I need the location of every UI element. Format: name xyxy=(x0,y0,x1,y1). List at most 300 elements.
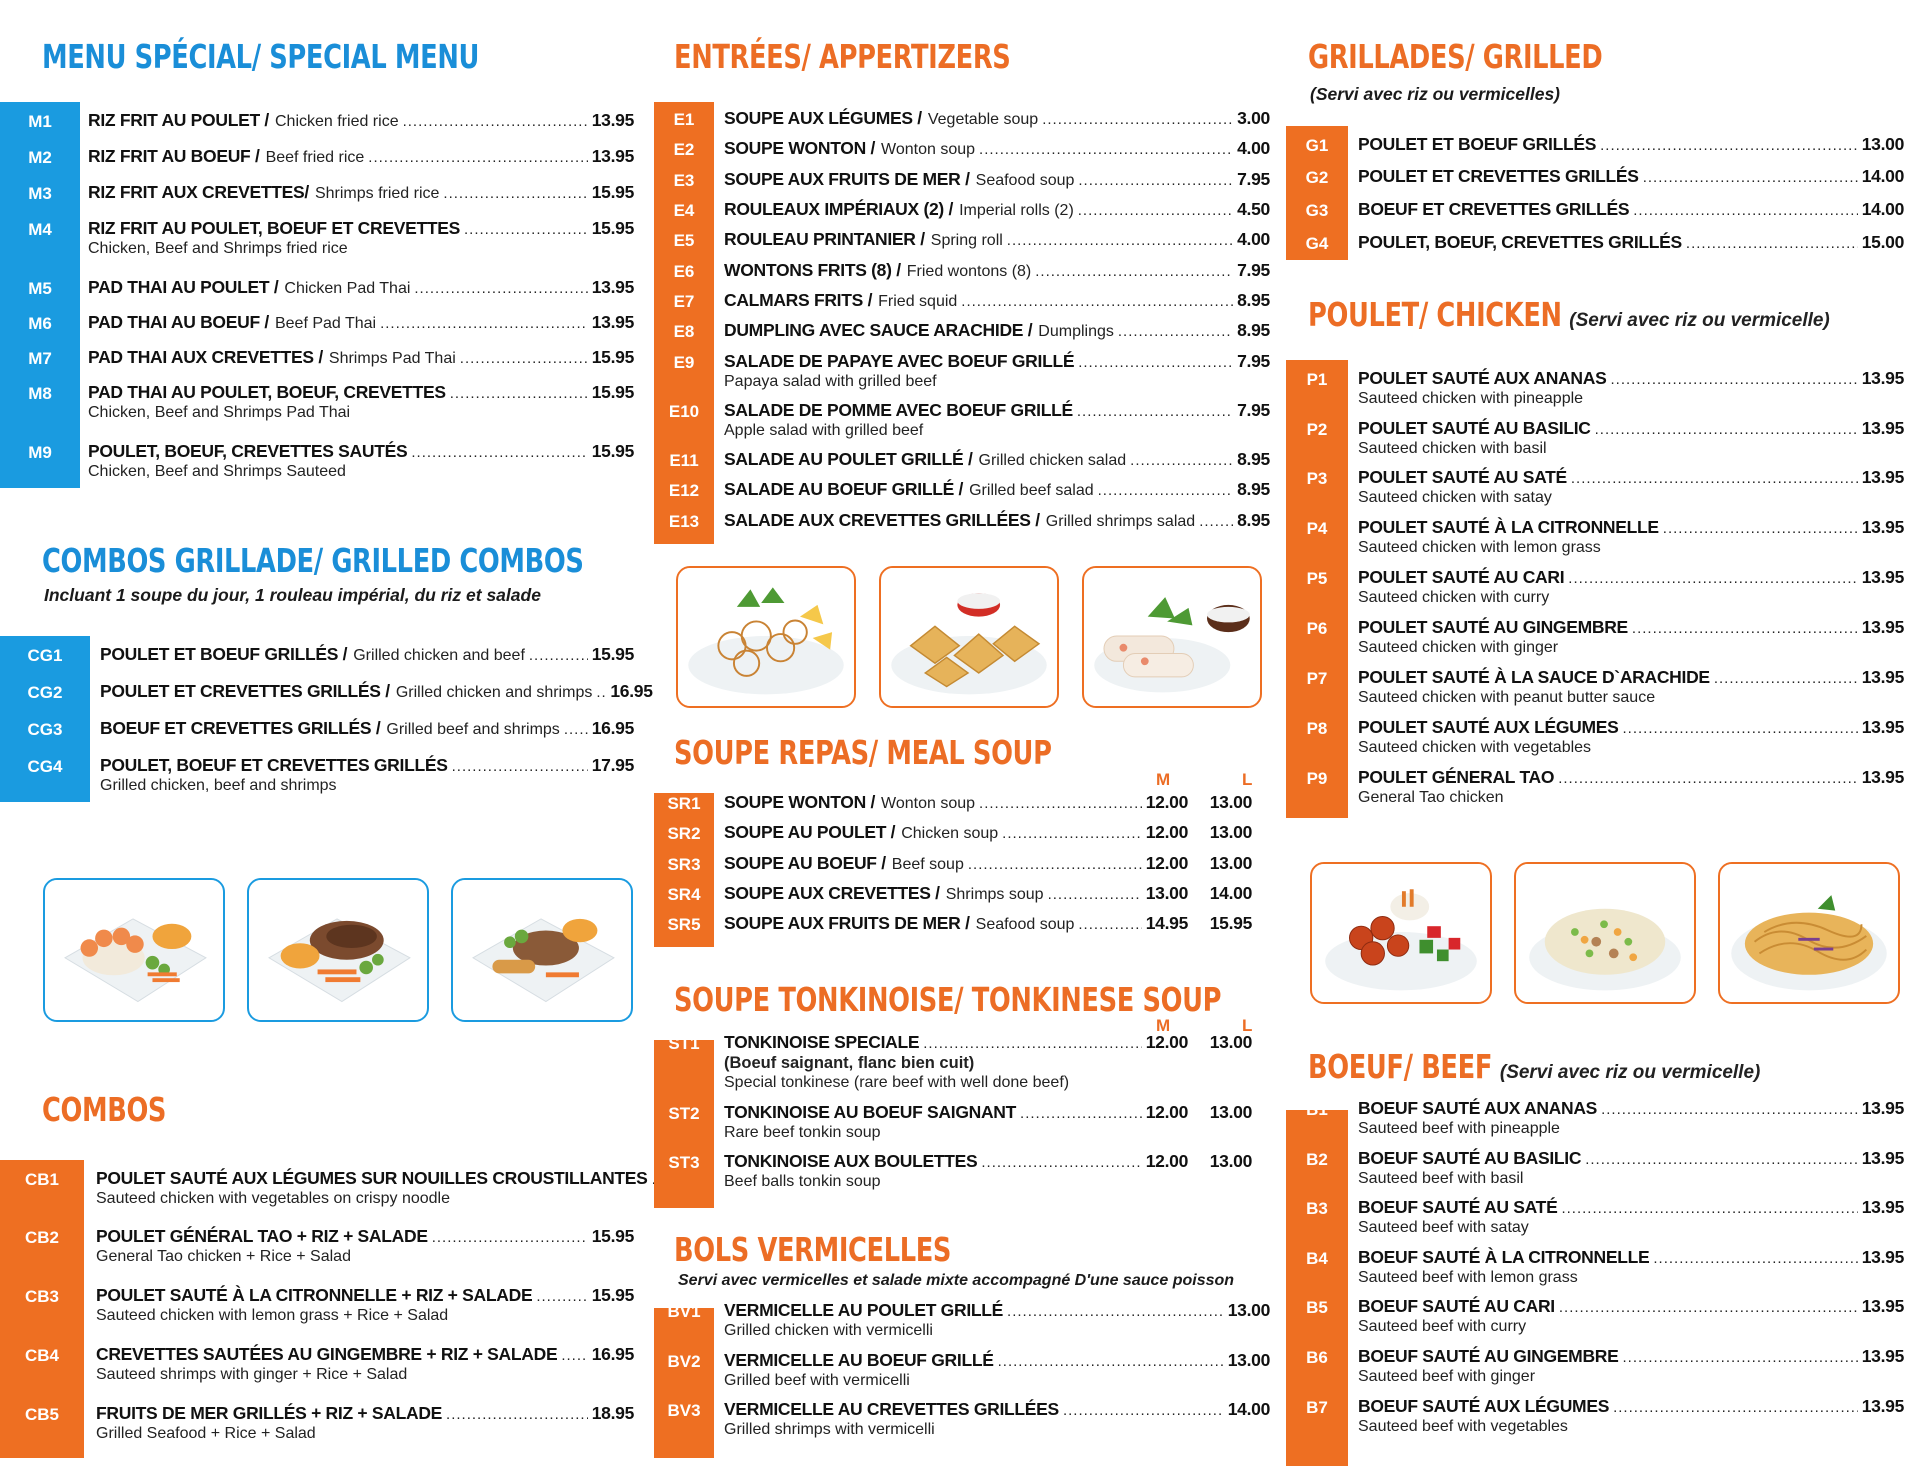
combos-list xyxy=(0,0,648,1484)
grilled-title: GRILLADES/ GRILLED xyxy=(1308,37,1603,76)
item-price: 13.95 xyxy=(591,146,634,166)
leader-dots xyxy=(1601,1101,1858,1118)
item-name-fr: BOEUF ET CREVETTES GRILLÉS xyxy=(1358,199,1630,219)
item-name-en: Grilled chicken and shrimps xyxy=(395,684,593,701)
item-price-m: 13.00 xyxy=(1145,883,1188,903)
item-name-fr: SOUPE WONTON / xyxy=(724,138,876,158)
item-name-fr: POULET SAUTÉ AUX ANANAS xyxy=(1358,368,1607,388)
item-price: 13.95 xyxy=(591,110,634,130)
item-code: P2 xyxy=(1306,420,1328,439)
item-code: SR3 xyxy=(667,855,701,874)
menu-item xyxy=(1358,1247,1904,1268)
leader-dots xyxy=(1007,1303,1224,1320)
item-code: CB2 xyxy=(24,1228,59,1247)
item-price: 16.95 xyxy=(610,681,653,701)
item-name-en: Grilled beef salad xyxy=(969,482,1094,499)
leader-dots xyxy=(998,1353,1224,1370)
item-price: 13.95 xyxy=(1861,1098,1904,1118)
menu-item xyxy=(1358,1098,1904,1119)
item-code: E10 xyxy=(668,402,700,421)
item-code: SR5 xyxy=(667,915,701,934)
item-code: E1 xyxy=(673,110,695,129)
item-price-l: 13.00 xyxy=(1209,1151,1252,1171)
item-code: ST3 xyxy=(668,1153,700,1172)
item-name-fr: POULET SAUTÉ AU GINGEMBRE xyxy=(1358,617,1628,637)
leader-dots xyxy=(1623,1349,1858,1366)
item-price: 13.95 xyxy=(591,277,634,297)
item-code: E9 xyxy=(673,353,695,372)
item-price: 7.95 xyxy=(1237,169,1270,189)
item-name-fr: BOEUF SAUTÉ AU BASILIC xyxy=(1358,1148,1582,1168)
leader-dots xyxy=(432,1229,588,1246)
item-description-en: Sauteed chicken with lemon grass + Rice + Salad xyxy=(96,1307,449,1324)
item-price: 13.95 xyxy=(1861,1296,1904,1316)
item-name-fr: SOUPE AU POULET / xyxy=(724,822,896,842)
leader-dots xyxy=(1561,1200,1857,1217)
item-code: P3 xyxy=(1306,469,1328,488)
item-price: 14.00 xyxy=(1861,199,1904,219)
leader-dots xyxy=(561,1347,587,1364)
item-description-en: Chicken, Beef and Shrimps fried rice xyxy=(88,240,348,257)
item-name-en: Spring roll xyxy=(930,232,1003,249)
beef-list xyxy=(1286,0,1920,1484)
item-description-en: Sauteed beef with lemon grass xyxy=(1358,1269,1578,1286)
item-price: 13.00 xyxy=(1861,134,1904,154)
item-name-fr: SALADE DE PAPAYE AVEC BOEUF GRILLÉ xyxy=(724,351,1075,371)
menu-item xyxy=(1358,1197,1904,1218)
item-code: B4 xyxy=(1306,1249,1328,1268)
menu-item xyxy=(724,1399,1270,1420)
item-code: E3 xyxy=(673,171,695,190)
item-code: CB5 xyxy=(24,1405,59,1424)
item-code: P8 xyxy=(1306,719,1328,738)
item-price: 8.95 xyxy=(1237,510,1270,530)
item-name-fr: SALADE AU POULET GRILLÉ / xyxy=(724,449,973,469)
item-name-fr: SOUPE WONTON / xyxy=(724,792,876,812)
item-description-en: General Tao chicken xyxy=(1358,789,1504,806)
item-code: M8 xyxy=(28,384,52,403)
item-description-en: Sauteed chicken with basil xyxy=(1358,440,1547,457)
item-description-en: Sauteed chicken with satay xyxy=(1358,489,1552,506)
item-name-fr: BOEUF SAUTÉ AUX LÉGUMES xyxy=(1358,1396,1610,1416)
item-name-en: Grilled chicken and beef xyxy=(353,647,525,664)
item-name-fr: BOEUF SAUTÉ AU CARI xyxy=(1358,1296,1555,1316)
item-price: 14.00 xyxy=(1861,166,1904,186)
item-price: 13.95 xyxy=(1861,368,1904,388)
item-price: 13.95 xyxy=(1861,1396,1904,1416)
beef-note: (Servi avec riz ou vermicelle) xyxy=(1499,1062,1761,1083)
item-description-en: Sauteed chicken with vegetables on crispy noodle xyxy=(96,1190,450,1207)
item-name-fr: ROULEAUX IMPÉRIAUX (2) / xyxy=(724,199,954,219)
item-name-fr: SOUPE AUX FRUITS DE MER / xyxy=(724,913,970,933)
chicken-note: (Servi avec riz ou vermicelle) xyxy=(1569,310,1830,331)
item-name-en: Shrimps Pad Thai xyxy=(328,350,456,367)
vermicelli-title: BOLS VERMICELLES xyxy=(674,1230,952,1269)
item-name-fr: SOUPE AUX LÉGUMES / xyxy=(724,108,922,128)
item-price: 13.95 xyxy=(1861,467,1904,487)
item-code: E7 xyxy=(673,292,695,311)
tonkinese-title: SOUPE TONKINOISE/ TONKINESE SOUP xyxy=(674,980,1222,1019)
item-price: 14.00 xyxy=(1227,1399,1270,1419)
item-description-en: Sauteed chicken with vegetables xyxy=(1358,739,1592,756)
item-price: 15.95 xyxy=(591,1226,634,1246)
item-price-m: 12.00 xyxy=(1145,822,1188,842)
item-code: P4 xyxy=(1306,519,1328,538)
item-name-fr: POULET SAUTÉ AU CARI xyxy=(1358,567,1565,587)
item-name-fr: SOUPE AU BOEUF / xyxy=(724,853,886,873)
item-name-fr: POULET SAUTÉ AUX LÉGUMES SUR NOUILLES CROUSTILLANTES xyxy=(96,1168,648,1188)
item-price: 8.95 xyxy=(1237,449,1270,469)
item-description-en: Rare beef tonkin soup xyxy=(724,1124,881,1141)
item-price: 15.95 xyxy=(591,218,634,238)
item-name-en: Grilled shrimps salad xyxy=(1045,513,1196,530)
item-description-en: Sauteed beef with satay xyxy=(1358,1219,1529,1236)
item-code: G1 xyxy=(1305,136,1329,155)
leader-dots xyxy=(1613,1399,1858,1416)
item-price-m: 12.00 xyxy=(1145,1102,1188,1122)
item-name-fr: SALADE AUX CREVETTES GRILLÉES / xyxy=(724,510,1040,530)
item-price-l: 13.00 xyxy=(1209,822,1252,842)
item-price: 8.95 xyxy=(1237,290,1270,310)
item-code: CG2 xyxy=(27,683,63,702)
item-code: P1 xyxy=(1306,370,1328,389)
item-name-fr: POULET SAUTÉ AUX LÉGUMES xyxy=(1358,717,1619,737)
item-price: 13.95 xyxy=(1861,1148,1904,1168)
item-code: E8 xyxy=(673,322,695,341)
item-name-fr: ROULEAU PRINTANIER / xyxy=(724,229,925,249)
item-name-fr: TONKINOISE AU BOEUF SAIGNANT xyxy=(724,1102,1017,1122)
item-price: 15.95 xyxy=(591,382,634,402)
item-name-fr: SOUPE AUX FRUITS DE MER / xyxy=(724,169,970,189)
item-code: BV2 xyxy=(667,1352,701,1371)
item-name-fr: BOEUF SAUTÉ AUX ANANAS xyxy=(1358,1098,1598,1118)
item-price-m: 12.00 xyxy=(1145,1032,1188,1052)
item-description-en: Grilled Seafood + Rice + Salad xyxy=(96,1425,316,1442)
item-price: 8.95 xyxy=(1237,320,1270,340)
item-price: 8.95 xyxy=(1237,479,1270,499)
item-code: ST2 xyxy=(668,1104,700,1123)
item-description-en: Chicken, Beef and Shrimps Pad Thai xyxy=(88,404,351,421)
item-name-en: Beef Pad Thai xyxy=(274,315,377,332)
item-name-fr: POULET, BOEUF, CREVETTES SAUTÉS xyxy=(88,441,408,461)
grilled-subtitle: (Servi avec riz ou vermicelles) xyxy=(1310,84,1560,104)
menu-item xyxy=(96,1344,634,1365)
item-name-en: Chicken Pad Thai xyxy=(284,280,411,297)
item-price: 13.95 xyxy=(1861,517,1904,537)
item-price: 13.95 xyxy=(591,312,634,332)
item-name-en: Grilled beef and shrimps xyxy=(386,721,560,738)
item-description-en: Sauteed beef with vegetables xyxy=(1358,1418,1568,1435)
menu-item xyxy=(1358,1296,1904,1317)
item-price: 13.95 xyxy=(1861,418,1904,438)
item-price: 16.95 xyxy=(591,1344,634,1364)
item-name-fr: RIZ FRIT AU POULET / xyxy=(88,110,269,130)
item-price: 13.95 xyxy=(1861,1247,1904,1267)
item-description-en: Sauteed beef with ginger xyxy=(1358,1368,1536,1385)
item-price: 7.95 xyxy=(1237,351,1270,371)
item-code: CB1 xyxy=(24,1170,59,1189)
item-code: M7 xyxy=(28,349,52,368)
item-name-en: Fried squid xyxy=(878,293,958,310)
item-price: 16.95 xyxy=(591,718,634,738)
item-price: 13.95 xyxy=(1861,1197,1904,1217)
beef-title-text: BOEUF/ BEEF xyxy=(1308,1047,1493,1086)
item-name-fr: PAD THAI AU BOEUF / xyxy=(88,312,269,332)
item-description-en: Sauteed beef with basil xyxy=(1358,1170,1524,1187)
item-code: E4 xyxy=(673,201,695,220)
item-name-en: Beef soup xyxy=(891,856,964,873)
item-code: E2 xyxy=(673,140,695,159)
item-price: 18.95 xyxy=(591,1403,634,1423)
item-price-l: 13.00 xyxy=(1209,792,1252,812)
item-description-en: Apple salad with grilled beef xyxy=(724,422,924,439)
item-price: 13.95 xyxy=(1861,617,1904,637)
item-price-l: 13.00 xyxy=(1209,853,1252,873)
item-description-en: Sauteed chicken with pineapple xyxy=(1358,390,1584,407)
item-name-fr: POULET GÉNÉRAL TAO + RIZ + SALADE xyxy=(96,1226,428,1246)
item-name-fr: PAD THAI AU POULET, BOEUF, CREVETTES xyxy=(88,382,446,402)
item-name-en: Wonton soup xyxy=(881,141,976,158)
item-code: B2 xyxy=(1306,1150,1328,1169)
item-code: CB4 xyxy=(24,1346,59,1365)
item-name-fr: VERMICELLE AU BOEUF GRILLÉ xyxy=(724,1350,994,1370)
menu-item xyxy=(96,1168,648,1189)
menu-item xyxy=(1358,1396,1904,1417)
item-name-en: Shrimps soup xyxy=(945,886,1044,903)
item-code: CB3 xyxy=(24,1287,59,1306)
item-name-en: Wonton soup xyxy=(881,795,976,812)
item-name-fr: BOEUF ET CREVETTES GRILLÉS / xyxy=(100,718,381,738)
item-description-en: Sauteed chicken with curry xyxy=(1358,589,1550,606)
item-name-fr: POULET SAUTÉ AU BASILIC xyxy=(1358,418,1591,438)
leader-dots xyxy=(536,1288,587,1305)
item-name-fr: SOUPE AUX CREVETTES / xyxy=(724,883,940,903)
item-code: B7 xyxy=(1306,1398,1328,1417)
item-name-fr: POULET SAUTÉ À LA SAUCE D`ARACHIDE xyxy=(1358,667,1710,687)
item-name-fr: POULET GÉNERAL TAO xyxy=(1358,767,1555,787)
appetizers-title: ENTRÉES/ APPERTIZERS xyxy=(674,37,1011,76)
tonkinese-col-l: L xyxy=(1242,1016,1253,1035)
item-name-en: Vegetable soup xyxy=(927,111,1039,128)
vermicelli-list xyxy=(654,0,1274,1484)
item-name-fr: BOEUF SAUTÉ À LA CITRONNELLE xyxy=(1358,1247,1650,1267)
item-name-en: Shrimps fried rice xyxy=(314,185,440,202)
item-price: 17.95 xyxy=(591,755,634,775)
item-price-l: 15.95 xyxy=(1209,913,1252,933)
item-name-en: Imperial rolls (2) xyxy=(959,202,1074,219)
item-name-fr: RIZ FRIT AU POULET, BOEUF ET CREVETTES xyxy=(88,218,460,238)
item-price: 4.00 xyxy=(1237,229,1270,249)
item-name-fr: POULET ET CREVETTES GRILLÉS / xyxy=(100,681,390,701)
item-name-en: Chicken fried rice xyxy=(274,113,399,130)
item-code: B5 xyxy=(1306,1298,1328,1317)
item-description-en: Grilled beef with vermicelli xyxy=(724,1372,910,1389)
item-price: 15.95 xyxy=(591,644,634,664)
item-code: BV1 xyxy=(667,1302,701,1321)
item-price-l: 13.00 xyxy=(1209,1102,1252,1122)
item-price: 13.95 xyxy=(1861,767,1904,787)
item-price: 15.95 xyxy=(591,441,634,461)
item-code: B6 xyxy=(1306,1348,1328,1367)
item-code: M6 xyxy=(28,314,52,333)
item-name-en: Dumplings xyxy=(1038,323,1114,340)
chicken-title-text: POULET/ CHICKEN xyxy=(1308,295,1562,334)
item-description-en: Sauteed chicken with peanut butter sauce xyxy=(1358,689,1656,706)
item-price: 13.00 xyxy=(1227,1350,1270,1370)
item-name-en: Beef fried rice xyxy=(265,149,365,166)
item-price: 15.95 xyxy=(591,1285,634,1305)
item-price: 13.95 xyxy=(1861,1346,1904,1366)
item-name-fr: POULET ET BOEUF GRILLÉS xyxy=(1358,134,1597,154)
item-code: SR1 xyxy=(667,794,701,813)
item-code: G2 xyxy=(1305,168,1329,187)
item-code: E5 xyxy=(673,231,695,250)
item-code: B3 xyxy=(1306,1199,1328,1218)
menu-item xyxy=(1358,1346,1904,1367)
item-name-fr: WONTONS FRITS (8) / xyxy=(724,260,901,280)
item-name-fr: RIZ FRIT AU BOEUF / xyxy=(88,146,260,166)
item-code: ST1 xyxy=(668,1034,700,1053)
item-name-fr: SALADE DE POMME AVEC BOEUF GRILLÉ xyxy=(724,400,1073,420)
item-name-fr: TONKINOISE AUX BOULETTES xyxy=(724,1151,978,1171)
item-name-fr: FRUITS DE MER GRILLÉS + RIZ + SALADE xyxy=(96,1403,443,1423)
item-name-fr: POULET SAUTÉ AU SATÉ xyxy=(1358,467,1567,487)
item-code: P5 xyxy=(1306,569,1328,588)
menu-item xyxy=(96,1226,634,1247)
item-name-fr: POULET SAUTÉ À LA CITRONNELLE + RIZ + SALADE xyxy=(96,1285,533,1305)
leader-dots xyxy=(1559,1299,1858,1316)
item-name-fr: VERMICELLE AU CREVETTES GRILLÉES xyxy=(724,1399,1059,1419)
item-description-en: Chicken, Beef and Shrimps Sauteed xyxy=(88,463,346,480)
item-price: 7.95 xyxy=(1237,260,1270,280)
menu-item xyxy=(724,1300,1270,1321)
item-code: SR4 xyxy=(667,885,701,904)
item-name-fr: CALMARS FRITS / xyxy=(724,290,873,310)
item-name-fr: TONKINOISE SPECIALE xyxy=(724,1032,920,1052)
item-code: E11 xyxy=(669,451,699,470)
item-price: 3.00 xyxy=(1237,108,1270,128)
grilled-combos-subtitle: Incluant 1 soupe du jour, 1 rouleau impérial, du riz et salade xyxy=(44,585,541,605)
leader-dots xyxy=(1063,1402,1224,1419)
item-price: 4.00 xyxy=(1237,138,1270,158)
item-code: E12 xyxy=(668,481,700,500)
item-description-en: Grilled shrimps with vermicelli xyxy=(724,1421,935,1438)
item-description-en: Sauteed beef with pineapple xyxy=(1358,1120,1560,1137)
item-name-fr: POULET ET BOEUF GRILLÉS / xyxy=(100,644,348,664)
item-description-en: General Tao chicken + Rice + Salad xyxy=(96,1248,351,1265)
item-name-fr: BOEUF SAUTÉ AU GINGEMBRE xyxy=(1358,1346,1619,1366)
item-name-fr: PAD THAI AU POULET / xyxy=(88,277,279,297)
item-name-fr: POULET ET CREVETTES GRILLÉS xyxy=(1358,166,1639,186)
item-description-en: Grilled chicken with vermicelli xyxy=(724,1322,933,1339)
vermicelli-subtitle: Servi avec vermicelles et salade mixte accompagné D'une sauce poisson xyxy=(678,1272,1235,1289)
item-name-fr: PAD THAI AUX CREVETTES / xyxy=(88,347,323,367)
item-name-en: Seafood soup xyxy=(975,172,1075,189)
item-price: 13.95 xyxy=(1861,717,1904,737)
item-name-en: Grilled chicken salad xyxy=(978,452,1127,469)
item-price-m: 12.00 xyxy=(1145,792,1188,812)
item-price: 15.95 xyxy=(591,347,634,367)
item-price-m: 14.95 xyxy=(1145,913,1188,933)
item-name-en: Seafood soup xyxy=(975,916,1075,933)
item-code: P9 xyxy=(1306,769,1328,788)
item-name-en: Fried wontons (8) xyxy=(906,263,1032,280)
item-price: 13.00 xyxy=(1227,1300,1270,1320)
item-price: 7.95 xyxy=(1237,400,1270,420)
item-price: 13.95 xyxy=(1861,667,1904,687)
item-code: CG4 xyxy=(27,757,63,776)
item-name-fr: RIZ FRIT AUX CREVETTES/ xyxy=(88,182,309,202)
item-price-m: 12.00 xyxy=(1145,1151,1188,1171)
meal-soup-col-m: M xyxy=(1156,770,1171,789)
item-code: M3 xyxy=(28,184,52,203)
tonkinese-col-m: M xyxy=(1156,1016,1171,1035)
item-code: G3 xyxy=(1305,201,1329,220)
meal-soup-col-l: L xyxy=(1242,770,1253,789)
item-code: E6 xyxy=(673,262,695,281)
item-price-l: 13.00 xyxy=(1209,1032,1252,1052)
grilled-combos-title: COMBOS GRILLADE/ GRILLED COMBOS xyxy=(42,541,584,580)
item-code: P6 xyxy=(1306,619,1328,638)
item-description-en: Sauteed beef with curry xyxy=(1358,1318,1527,1335)
item-name-fr: POULET SAUTÉ À LA CITRONNELLE xyxy=(1358,517,1659,537)
item-code: M1 xyxy=(28,112,52,131)
item-price: 4.50 xyxy=(1237,199,1270,219)
special-menu-title: MENU SPÉCIAL/ SPECIAL MENU xyxy=(42,37,479,76)
item-code: M2 xyxy=(28,148,52,167)
item-code: E13 xyxy=(668,512,700,531)
meal-soup-title: SOUPE REPAS/ MEAL SOUP xyxy=(674,733,1052,772)
item-code: P7 xyxy=(1306,669,1328,688)
item-code: M9 xyxy=(28,443,52,462)
item-name-fr: CREVETTES SAUTÉES AU GINGEMBRE + RIZ + SALADE xyxy=(96,1344,558,1364)
item-code: CG3 xyxy=(27,720,63,739)
item-description-en: Special tonkinese (rare beef with well done beef) xyxy=(724,1074,1070,1091)
item-code: CG1 xyxy=(27,646,63,665)
item-name-fr: POULET, BOEUF, CREVETTES GRILLÉS xyxy=(1358,232,1682,252)
combos-title: COMBOS xyxy=(42,1090,167,1129)
item-description-en: Papaya salad with grilled beef xyxy=(724,373,937,390)
leader-dots xyxy=(1653,1250,1857,1267)
item-description-en: Beef balls tonkin soup xyxy=(724,1173,881,1190)
item-name-fr: DUMPLING AVEC SAUCE ARACHIDE / xyxy=(724,320,1033,340)
item-name-fr: VERMICELLE AU POULET GRILLÉ xyxy=(724,1300,1004,1320)
item-name-fr: POULET, BOEUF ET CREVETTES GRILLÉS xyxy=(100,755,448,775)
menu-item xyxy=(724,1350,1270,1371)
item-code: SR2 xyxy=(667,824,701,843)
item-code: BV3 xyxy=(667,1401,701,1420)
item-price: 15.95 xyxy=(591,182,634,202)
item-description-en: Sauteed shrimps with ginger + Rice + Salad xyxy=(96,1366,408,1383)
item-name-en: Chicken soup xyxy=(901,825,999,842)
item-code: G4 xyxy=(1305,234,1329,253)
leader-dots xyxy=(446,1406,588,1423)
item-description-en: Grilled chicken, beef and shrimps xyxy=(100,777,337,794)
menu-item xyxy=(96,1403,634,1424)
item-description-en: Sauteed chicken with lemon grass xyxy=(1358,539,1601,556)
item-code: M4 xyxy=(28,220,52,239)
menu-item xyxy=(1358,1148,1904,1169)
item-price: 15.00 xyxy=(1861,232,1904,252)
item-description-en: Sauteed chicken with ginger xyxy=(1358,639,1559,656)
item-code: M5 xyxy=(28,279,52,298)
item-price-l: 14.00 xyxy=(1209,883,1252,903)
item-name-fr: SALADE AU BOEUF GRILLÉ / xyxy=(724,479,964,499)
item-name-fr: BOEUF SAUTÉ AU SATÉ xyxy=(1358,1197,1558,1217)
item-note: (Boeuf saignant, flanc bien cuit) xyxy=(724,1054,975,1072)
leader-dots xyxy=(1585,1151,1858,1168)
item-price: 13.95 xyxy=(1861,567,1904,587)
